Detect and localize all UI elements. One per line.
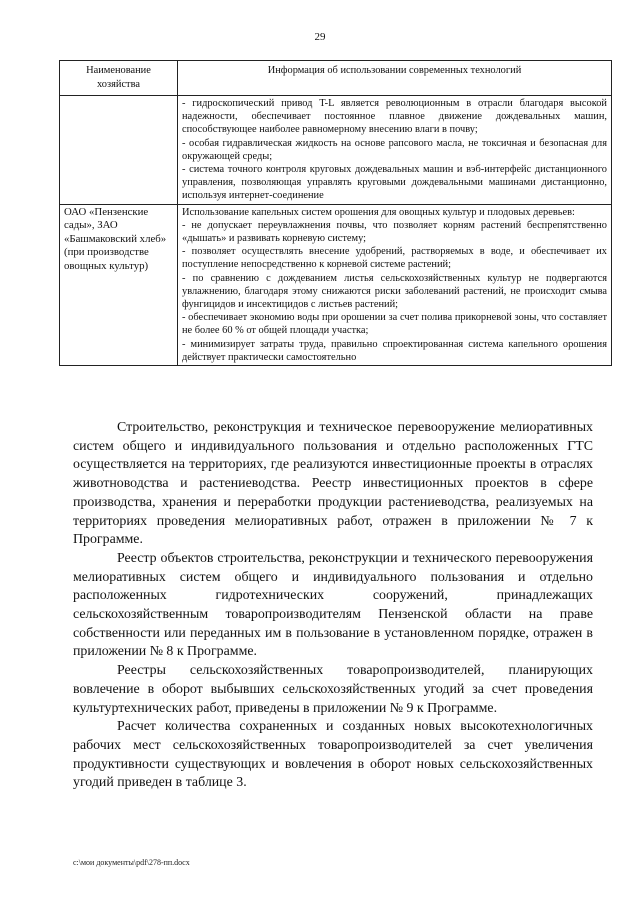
body-text [73, 419, 593, 793]
list-item: - гидроскопический привод T-L является революционным в отрасли благодаря высокой надежности, обеспечивает постоянное плавное движение дождевальных машин, способствующее наиболее равномерному внесению влаги в почву; [182, 98, 607, 136]
table-header-row [60, 61, 612, 96]
header-technology-info: Информация об использовании современных технологий [178, 61, 612, 96]
technology-info-cell [178, 96, 612, 205]
technology-info-cell [178, 204, 612, 365]
list-item: - система точного контроля круговых дождевальных машин и вэб-интерфейс дистанционного управления, позволяющая управлять круговыми дождевальными машинами дистанционно, используя интернет-соединение [182, 164, 607, 202]
list-item: Использование капельных систем орошения для овощных культур и плодовых деревьев: [182, 206, 575, 218]
paragraph: Реестр объектов строительства, реконструкции и технического перевооружения мелиоративных систем общего и индивидуального пользования и отдельно расположенных гидротехнических сооружений, принадлежащих сельскохозяйственным товаропроизводителям Пензенской области на праве собственности или переданных им в пользование в установленном порядке, отражен в приложении № 8 к Программе. [73, 550, 593, 660]
farm-name-cell: ОАО «Пензенские сады», ЗАО «Башмаковский хлеб» (при производстве овощных культур) [60, 204, 178, 365]
paragraph: Реестры сельскохозяйственных товаропроизводителей, планирующих вовлечение в оборот выбывших сельскохозяйственных угодий за счет проведения культуртехнических работ, приведены в приложении № 9 к Программе. [73, 663, 593, 716]
list-item: - не допускает переувлажнения почвы, что позволяет корням растений беспрепятственно «дышать» и развивать корневую систему; [182, 219, 607, 245]
list-item: - позволяет осуществлять внесение удобрений, растворяемых в воде, и обеспечивает их поступление непосредственно к корневой системе растений; [182, 246, 607, 271]
paragraph: Строительство, реконструкция и техническое перевооружение мелиоративных систем общего и индивидуального пользования и отдельно расположенных ГТС осуществляется на территориях, где реализуются инвестиционные проекты в отраслях животноводства и растениеводства. Реестр инвестиционных проектов в сфере производства, хранения и переработки продукции растениеводства, реализуемых на территориях проведения мелиоративных работ, отражен в приложении № 7 к Программе. [73, 420, 593, 548]
list-item: - минимизирует затраты труда, правильно спроектированная система капельного орошения действует практически самостоятельно [182, 338, 607, 363]
list-item: - по сравнению с дождеванием листья сельскохозяйственных культур не подвергаются увлажнению, благодаря этому снижаются риски заболеваний растений, не происходит смыва фунгицидов и инсектицидов с листьев растений; [182, 272, 607, 311]
paragraph: Расчет количества сохраненных и созданных новых высокотехнологичных рабочих мест сельскохозяйственных товаропроизводителей за счет увеличения продуктивности существующих и вовлечения в оборот новых сельскохозяйственных угодий приведен в таблице 3. [73, 719, 593, 791]
list-item: - обеспечивает экономию воды при орошении за счет полива прикорневой зоны, что составляет не более 60 % от общей площади участка; [182, 312, 607, 337]
page-number: 29 [314, 31, 326, 43]
table-row [60, 96, 612, 205]
file-path-footer: c:\мои документы\pdf\278-пп.docx [73, 858, 190, 867]
table-row [60, 204, 612, 365]
technology-table [59, 60, 612, 366]
list-item: - особая гидравлическая жидкость на основе рапсового масла, не токсичная и безопасная для окружающей среды; [182, 137, 607, 162]
farm-name-cell [60, 96, 178, 205]
header-farm-name: Наименование хозяйства [60, 61, 178, 96]
